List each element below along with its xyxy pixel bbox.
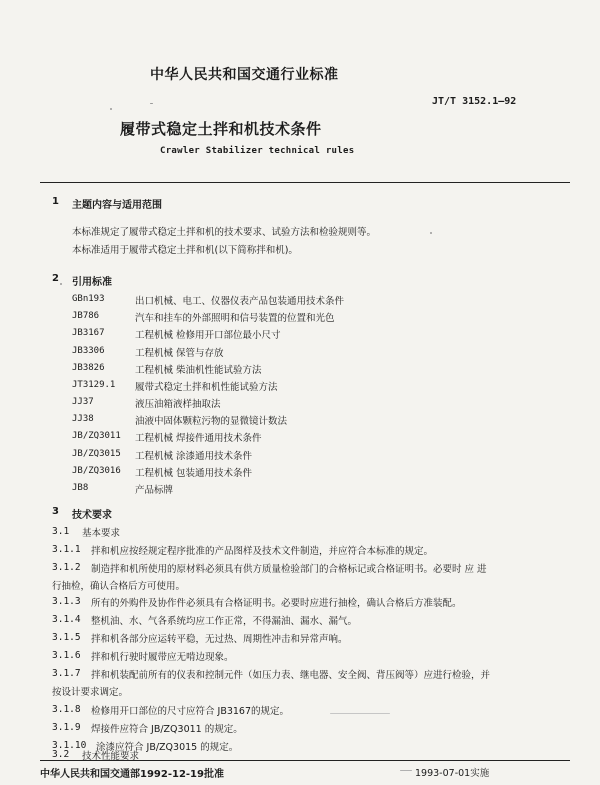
ref-title: 工程机械 柴油机性能试验方法 — [135, 365, 262, 376]
subsection-number: 3.1 — [52, 526, 70, 537]
ref-code: JT3129.1 — [72, 380, 116, 390]
ref-title: 工程机械 涂漆通用技术条件 — [135, 451, 253, 462]
clause-number: 3.1.7 — [52, 668, 81, 679]
standard-category: 中华人民共和国交通行业标准 — [150, 67, 339, 83]
scan-speck — [60, 283, 62, 285]
clause-number: 3.1.10 — [52, 740, 87, 751]
section-1-paragraph: 本标准规定了履带式稳定土拌和机的技术要求、试验方法和检验规则等。 — [72, 227, 377, 238]
clause-text: 所有的外购件及协作件必须具有合格证明书。必要时应进行抽检，确认合格后方准装配。 — [91, 598, 462, 609]
ref-code: JB3306 — [72, 346, 105, 356]
ref-code: JJ37 — [72, 397, 94, 407]
effective-date: 1993-07-01实施 — [415, 768, 490, 779]
header-divider — [40, 182, 570, 183]
ref-code: JB3167 — [72, 328, 105, 338]
section-2-number: 2 — [52, 273, 59, 284]
clause-text: 焊接件应符合 JB/ZQ3011 的规定。 — [91, 724, 243, 735]
issuing-authority: 中华人民共和国交通部1992-12-19批准 — [40, 769, 224, 780]
ref-title: 工程机械 检修用开口部位最小尺寸 — [135, 330, 281, 341]
section-3-heading: 技术要求 — [72, 510, 112, 521]
standard-number: JT/T 3152.1—92 — [432, 96, 517, 107]
clause-number: 3.1.3 — [52, 596, 81, 607]
section-3-number: 3 — [52, 506, 59, 517]
ref-code: GBn193 — [72, 294, 105, 304]
ref-code: JB/ZQ3016 — [72, 466, 121, 476]
scan-speck — [110, 108, 112, 110]
ref-title: 产品标牌 — [135, 485, 174, 496]
scan-speck — [430, 232, 432, 234]
ref-code: JJ38 — [72, 414, 94, 424]
section-2-heading: 引用标准 — [72, 277, 112, 288]
clause-number: 3.1.6 — [52, 650, 81, 661]
clause-number: 3.1.1 — [52, 544, 81, 555]
subsection-heading: 基本要求 — [82, 528, 121, 539]
scan-speck — [150, 103, 153, 104]
ref-title: 出口机械、电工、仪器仪表产品包装通用技术条件 — [135, 296, 345, 307]
ref-title: 工程机械 焊接件通用技术条件 — [135, 433, 262, 444]
clause-text: 拌和机装配前所有的仪表和控制元件（如压力表、继电器、安全阀、背压阀等）应进行检验，并 — [91, 670, 491, 681]
ref-code: JB3826 — [72, 363, 105, 373]
clause-text: 拌和机行驶时履带应无啃边现象。 — [91, 652, 234, 663]
clause-continuation: 按设计要求调定。 — [52, 687, 129, 698]
clause-number: 3.1.2 — [52, 562, 81, 573]
clause-text: 拌和机各部分应运转平稳，无过热、周期性冲击和异常声响。 — [91, 634, 348, 645]
ref-title: 履带式稳定土拌和机性能试验方法 — [135, 382, 278, 393]
clause-number: 3.1.9 — [52, 722, 81, 733]
clause-number: 3.1.8 — [52, 704, 81, 715]
ref-title: 工程机械 包装通用技术条件 — [135, 468, 253, 479]
document-title-english: Crawler Stabilizer technical rules — [160, 146, 355, 156]
clause-text: 拌和机应按经规定程序批准的产品图样及技术文件制造，并应符合本标准的规定。 — [91, 546, 434, 557]
section-1-number: 1 — [52, 196, 59, 207]
clause-text: 检修用开口部位的尺寸应符合 JB3167的规定。 — [91, 706, 290, 717]
section-1-paragraph: 本标准适用于履带式稳定土拌和机(以下简称拌和机)。 — [72, 245, 298, 256]
clause-continuation: 行抽检，确认合格后方可使用。 — [52, 581, 186, 592]
subsection-heading: 技术性能要求 — [82, 751, 140, 762]
clause-text: 整机油、水、气各系统均应工作正常，不得漏油、漏水、漏气。 — [91, 616, 358, 627]
ref-title: 液压油箱液样抽取法 — [135, 399, 221, 410]
scan-speck — [400, 770, 412, 771]
ref-code: JB786 — [72, 311, 100, 321]
clause-text: 涂漆应符合 JB/ZQ3015 的规定。 — [96, 742, 239, 753]
ref-code: JB/ZQ3015 — [72, 449, 121, 459]
section-1-heading: 主题内容与适用范围 — [72, 200, 162, 211]
ref-code: JB8 — [72, 483, 89, 493]
ref-title: 油液中固体颗粒污物的显微镜计数法 — [135, 416, 288, 427]
footer-divider — [40, 760, 570, 761]
ref-title: 汽车和挂车的外部照明和信号装置的位置和光色 — [135, 313, 335, 324]
clause-number: 3.1.5 — [52, 632, 81, 643]
document-title: 履带式稳定土拌和机技术条件 — [120, 120, 322, 138]
clause-number: 3.1.4 — [52, 614, 81, 625]
scan-speck — [330, 713, 390, 714]
subsection-number: 3.2 — [52, 749, 70, 760]
ref-title: 工程机械 保管与存放 — [135, 348, 224, 359]
ref-code: JB/ZQ3011 — [72, 431, 121, 441]
clause-text: 制造拌和机所使用的原材料必须具有供方质量检验部门的合格标记或合格证明书。必要时 应 进 — [91, 564, 487, 575]
